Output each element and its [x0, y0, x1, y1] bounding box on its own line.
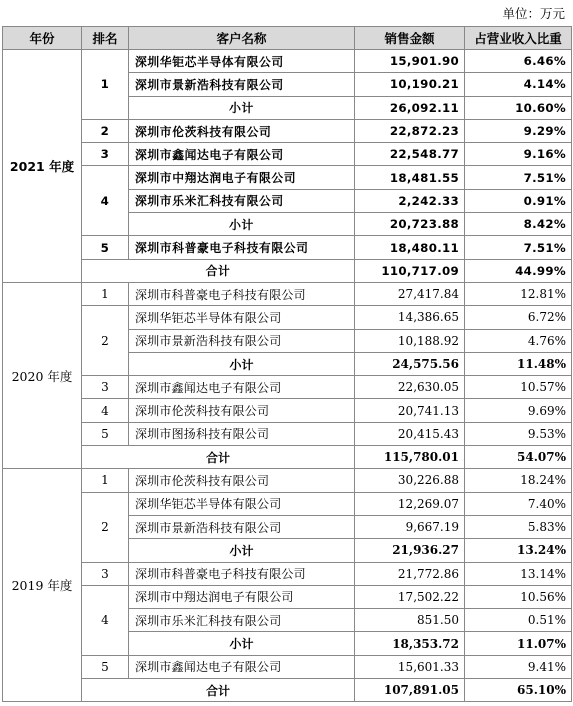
customer-cell: 深圳市景新浩科技有限公司 — [129, 329, 355, 352]
pct-cell: 7.40% — [465, 492, 572, 515]
amount-cell: 851.50 — [355, 609, 465, 632]
total-label: 合计 — [82, 259, 355, 282]
customer-cell: 深圳市鑫闻达电子有限公司 — [129, 655, 355, 678]
pct-cell: 13.14% — [465, 562, 572, 585]
table-row — [3, 166, 572, 189]
amount-cell: 15,601.33 — [355, 655, 465, 678]
customer-cell: 深圳市鑫闻达电子有限公司 — [129, 376, 355, 399]
customer-cell: 深圳市图扬科技有限公司 — [129, 422, 355, 445]
customer-cell: 深圳华钜芯半导体有限公司 — [129, 50, 355, 73]
year-cell: 2019 年度 — [3, 469, 82, 702]
year-cell: 2020 年度 — [3, 282, 82, 468]
total-amount: 110,717.09 — [355, 259, 465, 282]
pct-cell: 4.14% — [465, 73, 572, 96]
total-row — [3, 259, 572, 282]
year-cell: 2021 年度 — [3, 50, 82, 283]
total-amount: 115,780.01 — [355, 446, 465, 469]
pct-cell: 9.29% — [465, 119, 572, 142]
table-row — [3, 422, 572, 445]
header-rank: 排名 — [82, 27, 129, 50]
amount-cell: 17,502.22 — [355, 585, 465, 608]
pct-cell: 11.48% — [465, 352, 572, 375]
total-row — [3, 446, 572, 469]
pct-cell: 0.91% — [465, 189, 572, 212]
unit-label: 单位：万元 — [502, 6, 565, 21]
amount-cell: 2,242.33 — [355, 189, 465, 212]
pct-cell: 9.53% — [465, 422, 572, 445]
rank-cell: 4 — [82, 166, 129, 236]
rank-cell: 2 — [82, 492, 129, 562]
rank-cell: 5 — [82, 655, 129, 678]
rank-cell: 3 — [82, 562, 129, 585]
rank-cell: 5 — [82, 236, 129, 259]
amount-cell: 20,723.88 — [355, 213, 465, 236]
pct-cell: 9.69% — [465, 399, 572, 422]
customer-cell: 深圳华钜芯半导体有限公司 — [129, 306, 355, 329]
total-label: 合计 — [82, 446, 355, 469]
year-group-2019 — [3, 469, 572, 702]
amount-cell: 21,772.86 — [355, 562, 465, 585]
pct-cell: 18.24% — [465, 469, 572, 492]
table-row — [3, 399, 572, 422]
table-row — [3, 376, 572, 399]
customer-cell: 深圳市中翔达润电子有限公司 — [129, 166, 355, 189]
table-row — [3, 50, 572, 73]
customer-cell: 深圳市鑫闻达电子有限公司 — [129, 143, 355, 166]
rank-cell: 3 — [82, 376, 129, 399]
header-ratio: 占营业收入比重 — [465, 27, 572, 50]
table-row — [3, 306, 572, 329]
customer-cell: 深圳市科普豪电子科技有限公司 — [129, 562, 355, 585]
pct-cell: 7.51% — [465, 166, 572, 189]
table-row — [3, 585, 572, 608]
amount-cell: 12,269.07 — [355, 492, 465, 515]
rank-cell: 3 — [82, 143, 129, 166]
amount-cell: 30,226.88 — [355, 469, 465, 492]
amount-cell: 18,353.72 — [355, 632, 465, 655]
customer-cell: 深圳市景新浩科技有限公司 — [129, 515, 355, 538]
header-customer: 客户名称 — [129, 27, 355, 50]
total-pct: 54.07% — [465, 446, 572, 469]
customer-cell: 深圳市科普豪电子科技有限公司 — [129, 236, 355, 259]
pct-cell: 10.60% — [465, 96, 572, 119]
customer-cell: 深圳市中翔达润电子有限公司 — [129, 585, 355, 608]
amount-cell: 22,548.77 — [355, 143, 465, 166]
amount-cell: 20,415.43 — [355, 422, 465, 445]
rank-cell: 1 — [82, 469, 129, 492]
pct-cell: 0.51% — [465, 609, 572, 632]
customer-cell: 深圳市乐米汇科技有限公司 — [129, 609, 355, 632]
pct-cell: 9.41% — [465, 655, 572, 678]
total-row — [3, 679, 572, 702]
customer-cell: 深圳华钜芯半导体有限公司 — [129, 492, 355, 515]
pct-cell: 10.57% — [465, 376, 572, 399]
amount-cell: 27,417.84 — [355, 282, 465, 305]
pct-cell: 9.16% — [465, 143, 572, 166]
table-row — [3, 119, 572, 142]
customer-cell: 深圳市科普豪电子科技有限公司 — [129, 282, 355, 305]
rank-cell: 4 — [82, 399, 129, 422]
table-header-row — [3, 27, 572, 50]
amount-cell: 9,667.19 — [355, 515, 465, 538]
customer-cell: 深圳市景新浩科技有限公司 — [129, 73, 355, 96]
amount-cell: 10,190.21 — [355, 73, 465, 96]
pct-cell: 12.81% — [465, 282, 572, 305]
pct-cell: 13.24% — [465, 539, 572, 562]
table-row — [3, 492, 572, 515]
rank-cell: 1 — [82, 282, 129, 305]
rank-cell: 4 — [82, 585, 129, 655]
amount-cell: 18,481.55 — [355, 166, 465, 189]
pct-cell: 8.42% — [465, 213, 572, 236]
amount-cell: 20,741.13 — [355, 399, 465, 422]
total-amount: 107,891.05 — [355, 679, 465, 702]
table-row — [3, 469, 572, 492]
pct-cell: 5.83% — [465, 515, 572, 538]
table-row — [3, 562, 572, 585]
total-pct: 65.10% — [465, 679, 572, 702]
table-row — [3, 282, 572, 305]
subtotal-label: 小计 — [129, 96, 355, 119]
header-sales: 销售金额 — [355, 27, 465, 50]
pct-cell: 6.46% — [465, 50, 572, 73]
customer-sales-table — [2, 26, 572, 702]
amount-cell: 21,936.27 — [355, 539, 465, 562]
pct-cell: 7.51% — [465, 236, 572, 259]
pct-cell: 11.07% — [465, 632, 572, 655]
pct-cell: 4.76% — [465, 329, 572, 352]
amount-cell: 24,575.56 — [355, 352, 465, 375]
amount-cell: 10,188.92 — [355, 329, 465, 352]
customer-cell: 深圳市乐米汇科技有限公司 — [129, 189, 355, 212]
table-row — [3, 655, 572, 678]
pct-cell: 10.56% — [465, 585, 572, 608]
subtotal-label: 小计 — [129, 352, 355, 375]
amount-cell: 18,480.11 — [355, 236, 465, 259]
total-label: 合计 — [82, 679, 355, 702]
customer-cell: 深圳市伦茨科技有限公司 — [129, 469, 355, 492]
rank-cell: 1 — [82, 50, 129, 120]
subtotal-label: 小计 — [129, 213, 355, 236]
rank-cell: 2 — [82, 306, 129, 376]
amount-cell: 14,386.65 — [355, 306, 465, 329]
table-row — [3, 236, 572, 259]
table-row — [3, 143, 572, 166]
rank-cell: 5 — [82, 422, 129, 445]
header-year: 年份 — [3, 27, 82, 50]
amount-cell: 26,092.11 — [355, 96, 465, 119]
subtotal-label: 小计 — [129, 632, 355, 655]
amount-cell: 22,630.05 — [355, 376, 465, 399]
customer-cell: 深圳市伦茨科技有限公司 — [129, 119, 355, 142]
customer-cell: 深圳市伦茨科技有限公司 — [129, 399, 355, 422]
pct-cell: 6.72% — [465, 306, 572, 329]
rank-cell: 2 — [82, 119, 129, 142]
amount-cell: 22,872.23 — [355, 119, 465, 142]
year-group-2020 — [3, 282, 572, 468]
total-pct: 44.99% — [465, 259, 572, 282]
year-group-2021 — [3, 50, 572, 283]
subtotal-label: 小计 — [129, 539, 355, 562]
amount-cell: 15,901.90 — [355, 50, 465, 73]
